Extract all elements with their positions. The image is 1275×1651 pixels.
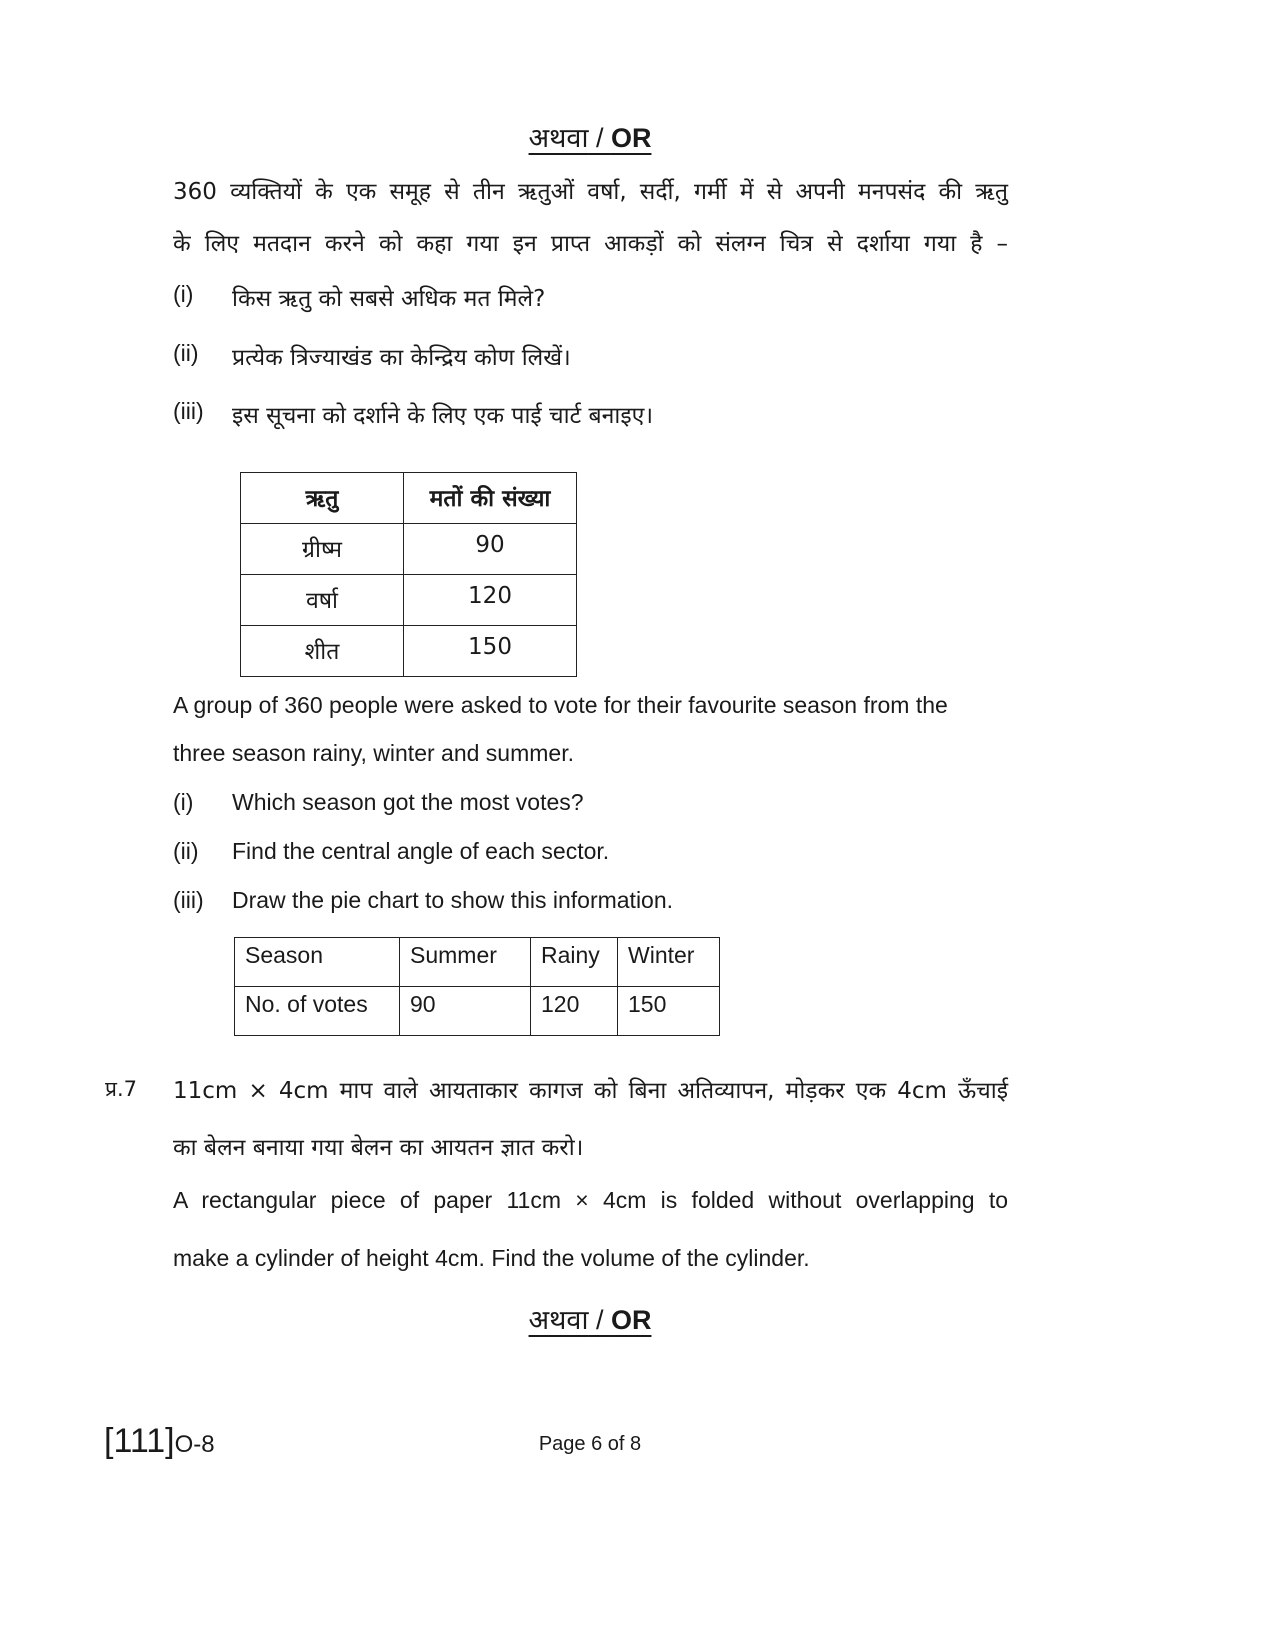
table-cell: No. of votes [235,987,400,1036]
table-row [241,626,577,677]
q6-hindi-table [240,472,577,677]
q7-label: प्र.7 [105,1077,137,1101]
q6-english-sub-text: Draw the pie chart to show this information. [232,887,674,913]
table-cell: 150 [404,626,577,677]
table-row [241,575,577,626]
or-heading-english: OR [610,123,652,153]
table-cell: 90 [404,524,577,575]
q6-hindi-sub-text: इस सूचना को दर्शाने के लिए एक पाई चार्ट बनाइए। [232,403,654,429]
or-heading-top [0,118,1180,155]
q6-hindi-sub-num: (iii) [173,398,204,424]
table-cell: 120 [404,575,577,626]
table-cell: शीत [241,626,404,677]
table-cell: 120 [531,987,618,1036]
or-heading-hindi: अथवा [528,1305,589,1336]
q7-english-line-1: A rectangular piece of paper 11cm × 4cm is folded without overlapping to [173,1187,1008,1213]
table-row [235,987,720,1036]
table-cell: ग्रीष्म [241,524,404,575]
q7-hindi-line-2: का बेलन बनाया गया बेलन का आयतन ज्ञात करो। [173,1135,584,1161]
paper-code-suffix: O-8 [174,1431,215,1458]
table-header-cell: मतों की संख्या [404,473,577,524]
table-cell: Winter [618,938,720,987]
q6-english-sub-num: (iii) [173,887,204,913]
q6-english-sub-num: (i) [173,789,194,815]
or-heading-hindi: अथवा [528,123,589,154]
table-cell: वर्षा [241,575,404,626]
table-header-cell: ऋतु [241,473,404,524]
q6-english-sub-text: Find the central angle of each sector. [232,838,610,864]
table-cell: Summer [400,938,531,987]
q6-hindi-sub-num: (i) [173,281,194,307]
table-row [241,524,577,575]
q6-hindi-sub-num: (ii) [173,340,199,366]
or-heading-bottom [0,1300,1180,1337]
table-cell: Season [235,938,400,987]
q6-hindi-line-1: 360 व्यक्तियों के एक समूह से तीन ऋतुओं वर्षा, सर्दी, गर्मी में से अपनी मनपसंद की ऋतु [173,179,1008,205]
or-heading-english: OR [610,1305,652,1335]
or-heading-separator: / [588,123,611,153]
q6-hindi-sub-text: किस ऋतु को सबसे अधिक मत मिले? [232,286,546,312]
q6-english-sub-num: (ii) [173,838,199,864]
q6-english-table [234,937,720,1036]
q6-hindi-line-2: के लिए मतदान करने को कहा गया इन प्राप्त आकड़ों को संलग्न चित्र से दर्शाया गया है – [173,231,1008,257]
q6-english-line-1: A group of 360 people were asked to vote for their favourite season from the [173,692,948,718]
or-heading-separator: / [588,1305,611,1335]
page-number: Page 6 of 8 [538,1433,642,1455]
table-header-row [241,473,577,524]
q7-english-line-2: make a cylinder of height 4cm. Find the volume of the cylinder. [173,1245,810,1271]
table-row [235,938,720,987]
q7-hindi-line-1: 11cm × 4cm माप वाले आयताकार कागज को बिना अतिव्यापन, मोड़कर एक 4cm ऊँचाई [173,1078,1008,1104]
paper-code-main: [111] [104,1422,175,1460]
q6-english-line-2: three season rainy, winter and summer. [173,740,574,766]
table-cell: Rainy [531,938,618,987]
table-cell: 150 [618,987,720,1036]
q6-english-sub-text: Which season got the most votes? [232,789,584,815]
q6-hindi-sub-text: प्रत्येक त्रिज्याखंड का केन्द्रिय कोण लिखें। [232,345,571,371]
table-cell: 90 [400,987,531,1036]
